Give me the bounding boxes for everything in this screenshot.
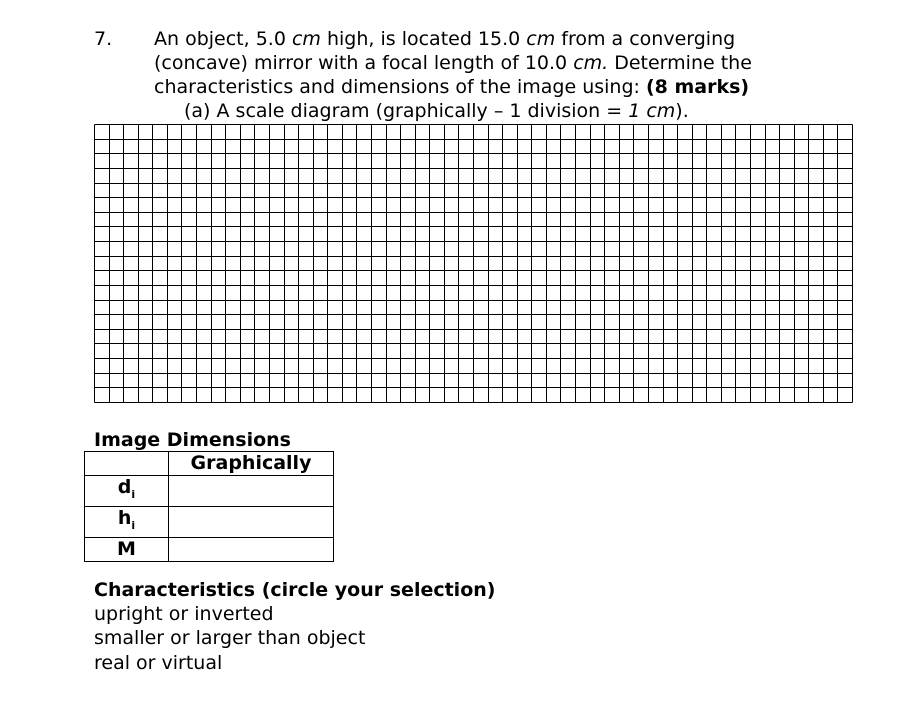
question-number: 7. bbox=[94, 28, 113, 50]
row-label-hi: $h_i$ bbox=[85, 506, 169, 537]
scale-diagram-grid[interactable] bbox=[94, 124, 854, 404]
question-text bbox=[154, 27, 854, 99]
table-header-graphically: Graphically bbox=[169, 452, 334, 476]
answer-cell-hi[interactable] bbox=[169, 506, 334, 537]
image-dimensions-title: Image Dimensions bbox=[94, 429, 291, 451]
table-row bbox=[85, 537, 334, 561]
table-row bbox=[85, 476, 334, 507]
answer-cell-m[interactable] bbox=[169, 537, 334, 561]
option-orientation[interactable]: upright or inverted bbox=[94, 603, 274, 625]
question-line-1: An object, 5.0 cm high, is located 15.0 cm from a converging bbox=[154, 28, 736, 50]
table-header-row bbox=[85, 452, 334, 476]
question-line-2: (concave) mirror with a focal length of 10.0 cm. Determine the bbox=[154, 52, 752, 74]
row-label-di: $d_i$ bbox=[85, 476, 169, 507]
row-label-m: M bbox=[85, 537, 169, 561]
characteristics-title: Characteristics (circle your selection) bbox=[94, 579, 496, 601]
option-size[interactable]: smaller or larger than object bbox=[94, 627, 366, 649]
marks-label: (8 marks) bbox=[645, 76, 750, 98]
image-dimensions-table bbox=[84, 451, 334, 562]
option-type[interactable]: real or virtual bbox=[94, 652, 223, 674]
question-line-3: characteristics and dimensions of the image using: (8 marks) bbox=[154, 76, 750, 98]
table-row bbox=[85, 506, 334, 537]
part-a-instruction: (a) A scale diagram (graphically – 1 division = 1 cm). bbox=[184, 100, 689, 122]
answer-cell-di[interactable] bbox=[169, 476, 334, 507]
table-header-blank bbox=[85, 452, 169, 476]
